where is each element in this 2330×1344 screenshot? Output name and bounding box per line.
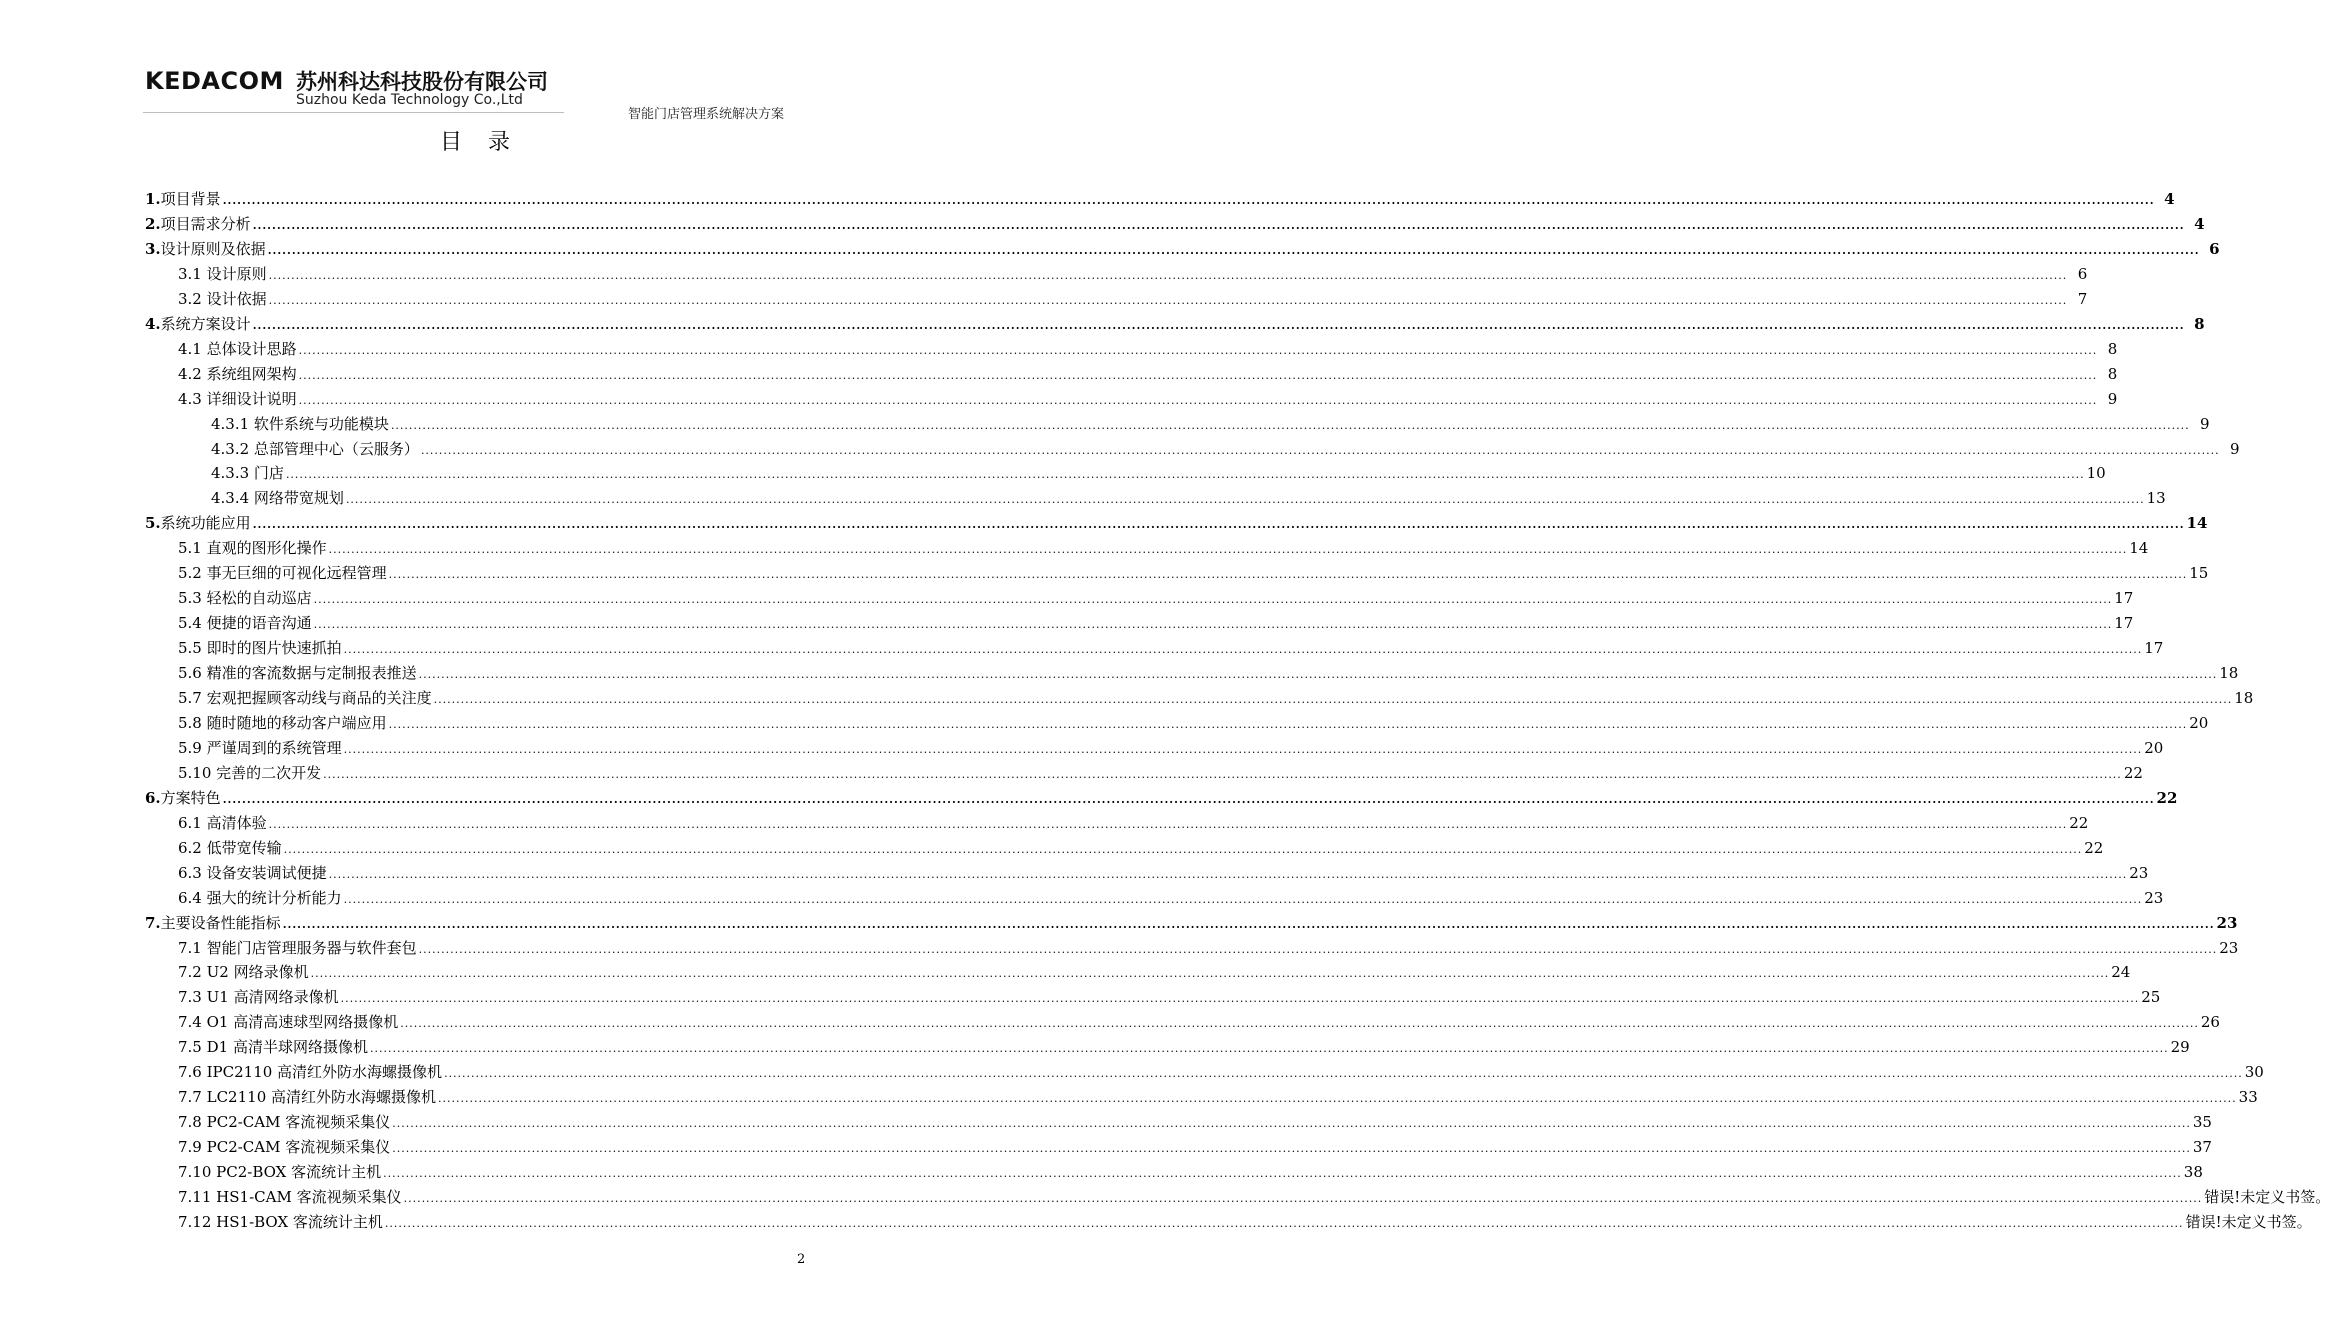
toc-entry-number: 5.	[145, 514, 161, 533]
toc-entry-page: 38	[2183, 1163, 2203, 1182]
toc-entry-page: 9	[2107, 389, 2118, 408]
toc-entry[interactable]	[145, 309, 2205, 333]
toc-entry[interactable]	[145, 184, 2175, 208]
toc-entry-number: 4.	[145, 314, 161, 333]
toc-entry-page: 22	[2156, 788, 2178, 807]
toc-entry-label: 7.4 O1 高清高速球型网络摄像机	[178, 1013, 399, 1032]
toc-entry-page: 错误!未定义书签。	[2185, 1212, 2312, 1231]
toc-leader-dots: ................................................................................................................................................................................................................................................................................................................................................................................................................	[268, 293, 2068, 307]
toc-leader-dots: ................................................................................................................................................................................................................................................................................................................................................................................................................	[313, 593, 2113, 607]
toc-leader-dots: ................................................................................................................................................................................................................................................................................................................................................................................................................	[392, 1142, 2191, 1156]
toc-entry-page: 37	[2192, 1138, 2212, 1157]
toc-entry[interactable]	[178, 284, 2088, 308]
toc-entry[interactable]	[211, 409, 2210, 433]
toc-entry-label: 6.2 低带宽传输	[178, 838, 282, 857]
toc-entry-page: 9	[2230, 439, 2240, 458]
toc-entry-page: 26	[2200, 1013, 2220, 1032]
toc-entry-page: 4	[2164, 190, 2175, 208]
toc-leader-dots: ................................................................................................................................................................................................................................................................................................................................................................................................................	[282, 917, 2215, 931]
toc-entry-page: 9	[2200, 414, 2210, 433]
toc-entry[interactable]	[178, 658, 2239, 683]
toc-entry[interactable]	[178, 583, 2134, 608]
toc-leader-dots: ................................................................................................................................................................................................................................................................................................................................................................................................................	[252, 318, 2185, 332]
toc-entry[interactable]	[178, 359, 2118, 383]
toc-entry-label: 4.2 系统组网架构	[178, 364, 297, 383]
toc-entry-label: 4.3 详细设计说明	[178, 389, 297, 408]
toc-leader-dots: ................................................................................................................................................................................................................................................................................................................................................................................................................	[323, 767, 2122, 781]
toc-entry-label: 3.2 设计依据	[178, 289, 267, 308]
toc-entry[interactable]	[145, 783, 2178, 807]
toc-leader-dots: ................................................................................................................................................................................................................................................................................................................................................................................................................	[340, 992, 2140, 1006]
toc-entry[interactable]	[178, 957, 2131, 982]
toc-entry[interactable]	[178, 259, 2088, 283]
toc-leader-dots: ................................................................................................................................................................................................................................................................................................................................................................................................................	[418, 668, 2218, 682]
toc-leader-dots: ................................................................................................................................................................................................................................................................................................................................................................................................................	[384, 1216, 2184, 1230]
toc-entry-label: 5.1 直观的图形化操作	[178, 539, 327, 558]
toc-entry-label: 3.设计原则及依据	[145, 239, 266, 258]
toc-entry-label: 5.6 精准的客流数据与定制报表推送	[178, 664, 417, 683]
toc-leader-dots: ................................................................................................................................................................................................................................................................................................................................................................................................................	[310, 967, 2110, 981]
toc-entry[interactable]	[211, 458, 2106, 483]
company-logo	[143, 66, 564, 113]
toc-entry-page: 17	[2114, 589, 2134, 608]
toc-leader-dots: ................................................................................................................................................................................................................................................................................................................................................................................................................	[285, 468, 2085, 482]
toc-entry-page: 22	[2123, 763, 2143, 782]
toc-entry-label: 5.10 完善的二次开发	[178, 763, 322, 782]
toc-entry[interactable]	[178, 533, 2149, 558]
toc-leader-dots: ................................................................................................................................................................................................................................................................................................................................................................................................................	[343, 892, 2143, 906]
toc-entry-label: 7.2 U2 网络录像机	[178, 963, 309, 982]
toc-entry[interactable]	[145, 908, 2238, 932]
toc-leader-dots: ................................................................................................................................................................................................................................................................................................................................................................................................................	[268, 817, 2068, 831]
toc-leader-dots: ................................................................................................................................................................................................................................................................................................................................................................................................................	[252, 218, 2185, 232]
toc-entry-label: 7.6 IPC2110 高清红外防水海螺摄像机	[178, 1063, 443, 1082]
toc-leader-dots: ................................................................................................................................................................................................................................................................................................................................................................................................................	[444, 1067, 2243, 1081]
toc-entry-page: 29	[2170, 1038, 2190, 1057]
toc-entry-page: 6	[2077, 264, 2088, 283]
toc-entry[interactable]	[178, 858, 2149, 882]
toc-entry-number: 1.	[145, 190, 161, 208]
toc-entry-label: 5.2 事无巨细的可视化远程管理	[178, 564, 387, 583]
toc-entry[interactable]	[178, 733, 2164, 757]
toc-entry-label: 4.3.1 软件系统与功能模块	[211, 414, 389, 433]
toc-leader-dots: ................................................................................................................................................................................................................................................................................................................................................................................................................	[400, 1017, 2199, 1031]
toc-entry[interactable]	[178, 1057, 2264, 1082]
toc-entry-page: 22	[2084, 838, 2104, 857]
toc-entry[interactable]	[211, 483, 2166, 508]
toc-entry-page: 15	[2189, 564, 2209, 583]
toc-entry-page: 23	[2216, 913, 2238, 932]
toc-entry-page: 23	[2129, 863, 2149, 882]
toc-entry-page: 8	[2194, 314, 2205, 333]
toc-entry-page: 4	[2194, 214, 2205, 233]
toc-entry-page: 18	[2234, 689, 2254, 707]
toc-entry-number: 7.	[145, 913, 161, 932]
toc-entry-page: 23	[2144, 888, 2164, 907]
toc-entry[interactable]	[145, 234, 2220, 258]
toc-entry-page: 25	[2141, 988, 2161, 1007]
toc-entry-label: 5.4 便捷的语音沟通	[178, 614, 312, 633]
toc-entry[interactable]	[178, 1082, 2258, 1107]
toc-entry-label: 3.1 设计原则	[178, 264, 267, 283]
toc-entry-label: 5.9 严谨周到的系统管理	[178, 738, 342, 757]
toc-entry[interactable]	[178, 384, 2118, 408]
page-number: 2	[797, 1252, 806, 1267]
logo-brand: KEDACOM	[145, 67, 284, 95]
toc-entry-page: 8	[2107, 339, 2118, 358]
toc-entry-page: 20	[2189, 713, 2209, 732]
toc-entry-label: 5.5 即时的图片快速抓拍	[178, 639, 342, 658]
toc-entry-page: 35	[2192, 1113, 2212, 1132]
logo-company-cn: 苏州科达科技股份有限公司	[296, 70, 548, 94]
toc-entry-page: 20	[2144, 738, 2164, 757]
toc-leader-dots: ................................................................................................................................................................................................................................................................................................................................................................................................................	[252, 518, 2185, 532]
toc-entry[interactable]	[178, 608, 2134, 633]
toc-entry[interactable]	[178, 633, 2164, 658]
toc-entry-label: 4.3.4 网络带宽规划	[211, 489, 344, 508]
toc-leader-dots: ................................................................................................................................................................................................................................................................................................................................................................................................................	[438, 1092, 2237, 1106]
toc-entry[interactable]	[178, 708, 2209, 732]
toc-entry-page: 14	[2186, 514, 2208, 533]
toc-leader-dots: ................................................................................................................................................................................................................................................................................................................................................................................................................	[328, 543, 2128, 557]
toc-entry-label: 6.3 设备安装调试便捷	[178, 863, 327, 882]
toc-title: 目录	[440, 130, 537, 155]
toc-leader-dots: ................................................................................................................................................................................................................................................................................................................................................................................................................	[418, 942, 2218, 956]
toc-entry-label: 7.12 HS1-BOX 客流统计主机	[178, 1212, 383, 1231]
toc-entry[interactable]	[178, 558, 2209, 583]
toc-entry[interactable]	[178, 982, 2161, 1007]
toc-entry-label: 5.8 随时随地的移动客户端应用	[178, 713, 387, 732]
toc-entry-page: 33	[2238, 1088, 2258, 1107]
logo-company-en: Suzhou Keda Technology Co.,Ltd	[296, 92, 523, 108]
toc-leader-dots: ................................................................................................................................................................................................................................................................................................................................................................................................................	[403, 1192, 2203, 1205]
toc-entry-label: 5.3 轻松的自动巡店	[178, 589, 312, 608]
toc-leader-dots: ................................................................................................................................................................................................................................................................................................................................................................................................................	[313, 618, 2113, 632]
toc-leader-dots: ................................................................................................................................................................................................................................................................................................................................................................................................................	[345, 493, 2145, 507]
toc-leader-dots: ................................................................................................................................................................................................................................................................................................................................................................................................................	[388, 717, 2188, 731]
toc-leader-dots: ................................................................................................................................................................................................................................................................................................................................................................................................................	[420, 443, 2220, 457]
toc-entry-label: 4.3.2 总部管理中心（云服务）	[211, 439, 419, 458]
toc-entry-label: 2.项目需求分析	[145, 214, 251, 233]
toc-entry[interactable]	[178, 1032, 2190, 1057]
toc-entry-number: 6.	[145, 788, 161, 807]
toc-entry-page: 6	[2209, 239, 2220, 258]
toc-entry-page: 17	[2144, 639, 2164, 658]
toc-entry-label: 6.1 高清体验	[178, 813, 267, 832]
toc-leader-dots: ................................................................................................................................................................................................................................................................................................................................................................................................................	[343, 742, 2143, 756]
toc-leader-dots: ................................................................................................................................................................................................................................................................................................................................................................................................................	[328, 867, 2128, 881]
toc-entry[interactable]	[211, 434, 2240, 458]
toc-entry-label: 4.系统方案设计	[145, 314, 251, 333]
toc-entry[interactable]	[178, 683, 2254, 707]
toc-leader-dots: ................................................................................................................................................................................................................................................................................................................................................................................................................	[298, 393, 2098, 407]
toc-leader-dots: ................................................................................................................................................................................................................................................................................................................................................................................................................	[222, 194, 2155, 207]
toc-leader-dots: ................................................................................................................................................................................................................................................................................................................................................................................................................	[433, 693, 2233, 706]
toc-entry-page: 24	[2111, 963, 2131, 982]
toc-entry-page: 13	[2146, 489, 2166, 508]
toc-entry[interactable]	[178, 833, 2104, 857]
toc-entry[interactable]	[178, 808, 2089, 832]
toc-entry-page: 14	[2129, 539, 2149, 558]
toc-entry-label: 7.1 智能门店管理服务器与软件套包	[178, 938, 417, 957]
toc-entry[interactable]	[145, 209, 2205, 233]
toc-entry[interactable]	[178, 883, 2164, 907]
toc-leader-dots: ................................................................................................................................................................................................................................................................................................................................................................................................................	[369, 1042, 2169, 1056]
document-header-title: 智能门店管理系统解决方案	[628, 107, 785, 122]
toc-entry-label: 7.11 HS1-CAM 客流视频采集仪	[178, 1188, 402, 1206]
toc-entry-label: 6.4 强大的统计分析能力	[178, 888, 342, 907]
toc-leader-dots: ................................................................................................................................................................................................................................................................................................................................................................................................................	[267, 243, 2200, 257]
toc-leader-dots: ................................................................................................................................................................................................................................................................................................................................................................................................................	[268, 268, 2068, 282]
toc-entry[interactable]	[178, 334, 2118, 358]
toc-leader-dots: ................................................................................................................................................................................................................................................................................................................................................................................................................	[390, 418, 2190, 432]
toc-leader-dots: ................................................................................................................................................................................................................................................................................................................................................................................................................	[343, 643, 2143, 657]
toc-entry[interactable]	[178, 1007, 2220, 1032]
toc-leader-dots: ................................................................................................................................................................................................................................................................................................................................................................................................................	[283, 842, 2083, 856]
toc-entry-label: 7.7 LC2110 高清红外防水海螺摄像机	[178, 1088, 437, 1107]
toc-entry-label: 5.7 宏观把握顾客动线与商品的关注度	[178, 689, 432, 707]
toc-entry-label: 1.项目背景	[145, 190, 221, 208]
toc-entry-label: 7.8 PC2-CAM 客流视频采集仪	[178, 1113, 391, 1132]
toc-entry-page: 8	[2107, 364, 2118, 383]
toc-entry-page: 30	[2244, 1063, 2264, 1082]
toc-entry-label: 7.主要设备性能指标	[145, 913, 281, 932]
toc-leader-dots: ................................................................................................................................................................................................................................................................................................................................................................................................................	[388, 568, 2188, 582]
toc-entry-page: 错误!未定义书签。	[2204, 1188, 2330, 1206]
toc-entry-label: 4.3.3 门店	[211, 464, 284, 483]
toc-entry[interactable]	[178, 758, 2143, 782]
toc-entry[interactable]	[178, 933, 2239, 957]
toc-entry-page: 18	[2219, 664, 2239, 683]
toc-leader-dots: ................................................................................................................................................................................................................................................................................................................................................................................................................	[298, 343, 2098, 357]
toc-entry-number: 3.	[145, 239, 161, 258]
toc-leader-dots: ................................................................................................................................................................................................................................................................................................................................................................................................................	[222, 792, 2155, 806]
toc-entry-label: 5.系统功能应用	[145, 514, 251, 533]
toc-entry-page: 22	[2069, 813, 2089, 832]
toc-entry-label: 4.1 总体设计思路	[178, 339, 297, 358]
toc-entry-page: 23	[2219, 938, 2239, 957]
toc-entry-number: 2.	[145, 214, 161, 233]
toc-leader-dots: ................................................................................................................................................................................................................................................................................................................................................................................................................	[383, 1167, 2182, 1181]
toc-entry-page: 10	[2086, 464, 2106, 483]
toc-entry[interactable]	[178, 1157, 2203, 1182]
toc-entry[interactable]	[145, 508, 2208, 533]
toc-entry-label: 7.5 D1 高清半球网络摄像机	[178, 1038, 368, 1057]
toc-entry-page: 17	[2114, 614, 2134, 633]
toc-entry-label: 6.方案特色	[145, 788, 221, 807]
toc-entry-page: 7	[2077, 289, 2088, 308]
toc-entry-label: 7.9 PC2-CAM 客流视频采集仪	[178, 1138, 391, 1157]
toc-entry[interactable]	[178, 1107, 2212, 1132]
toc-leader-dots: ................................................................................................................................................................................................................................................................................................................................................................................................................	[298, 368, 2098, 382]
toc-leader-dots: ................................................................................................................................................................................................................................................................................................................................................................................................................	[392, 1117, 2191, 1131]
toc-entry[interactable]	[178, 1132, 2212, 1157]
toc-entry[interactable]	[178, 1207, 2312, 1231]
toc-entry-label: 7.10 PC2-BOX 客流统计主机	[178, 1163, 382, 1182]
toc-entry[interactable]	[178, 1182, 2330, 1206]
toc-entry-label: 7.3 U1 高清网络录像机	[178, 988, 339, 1007]
